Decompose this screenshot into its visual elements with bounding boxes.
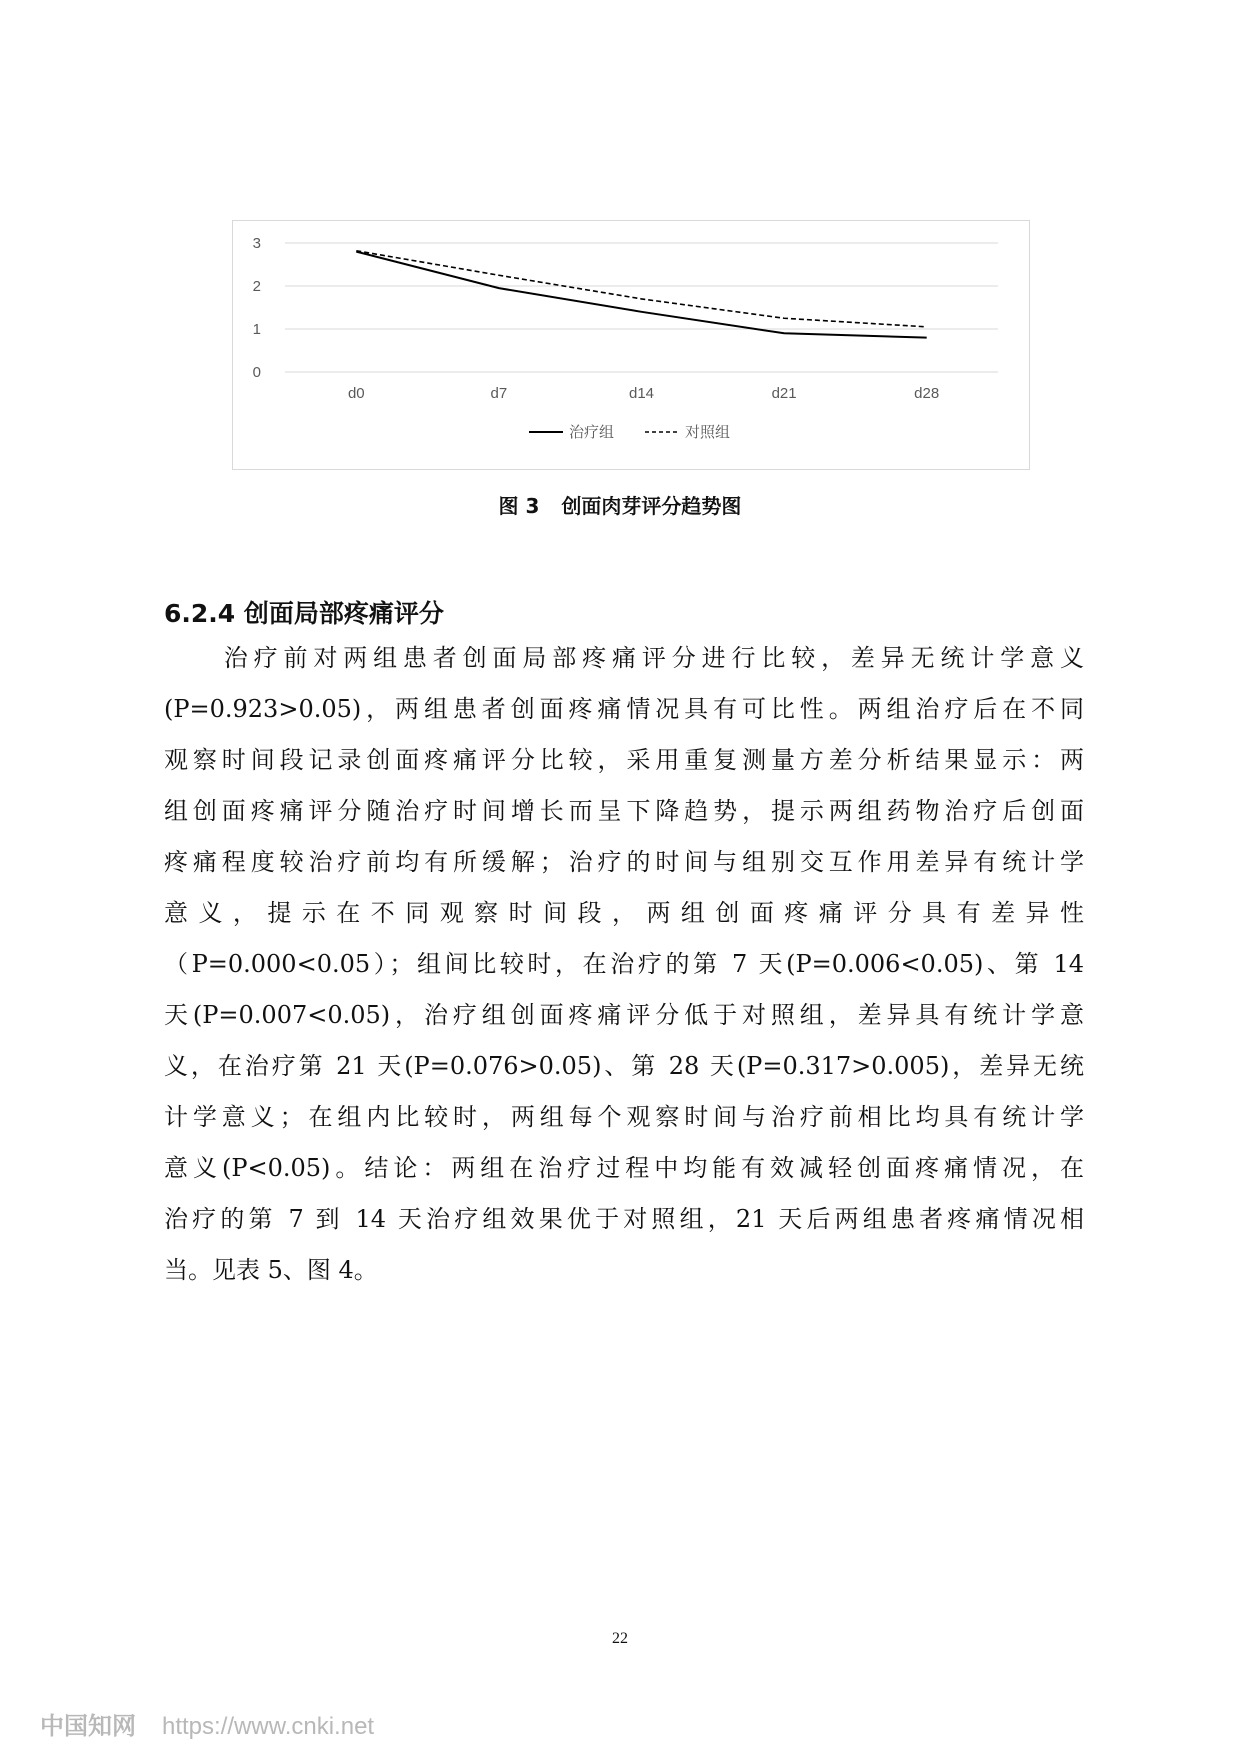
page-number: 22 (612, 1630, 628, 1647)
series-line (356, 252, 926, 338)
paragraph-line: （P=0.000<0.05）；组间比较时，在治疗的第 7 天(P=0.006<0.05)、第 14 (164, 950, 1084, 978)
paragraph-line: 观察时间段记录创面疼痛评分比较，采用重复测量方差分析结果显示：两 (164, 746, 1084, 774)
watermark-url: https://www.cnki.net (162, 1713, 375, 1740)
paragraph-line: (P=0.923>0.05)，两组患者创面疼痛情况具有可比性。两组治疗后在不同 (164, 695, 1084, 723)
y-tick-label: 2 (252, 278, 261, 295)
x-tick-label: d0 (347, 385, 365, 402)
line-chart (233, 221, 1031, 471)
x-tick-label: d28 (914, 385, 940, 402)
figure-title: 创面肉芽评分趋势图 (561, 494, 742, 518)
watermark-brand: 中国知网 (40, 1713, 136, 1740)
figure-number: 图 3 (498, 494, 540, 518)
paragraph-line: 组创面疼痛评分随治疗时间增长而呈下降趋势，提示两组药物治疗后创面 (164, 797, 1084, 825)
series-line (356, 251, 926, 327)
paragraph-line: 意义，提示在不同观察时间段，两组创面疼痛评分具有差异性 (164, 899, 1084, 927)
x-tick-label: d7 (490, 385, 508, 402)
paragraph-line: 疼痛程度较治疗前均有所缓解；治疗的时间与组别交互作用差异有统计学 (164, 848, 1084, 876)
paragraph-line: 治疗前对两组患者创面局部疼痛评分进行比较，差异无统计学意义 (164, 644, 1084, 672)
y-tick-label: 0 (252, 364, 261, 381)
x-tick-label: d14 (628, 385, 655, 402)
paragraph-line: 义，在治疗第 21 天(P=0.076>0.05)、第 28 天(P=0.317>0.005)，差异无统 (164, 1052, 1084, 1080)
chart-frame (232, 220, 1030, 470)
paragraph-line: 意义(P<0.05)。结论：两组在治疗过程中均能有效减轻创面疼痛情况，在 (164, 1154, 1084, 1182)
x-tick-label: d21 (771, 385, 797, 402)
watermark (40, 1706, 374, 1741)
section-heading: 6.2.4 创面局部疼痛评分 (164, 599, 444, 628)
y-tick-label: 3 (252, 235, 261, 252)
legend-label: 治疗组 (569, 423, 615, 441)
paragraph-line: 治疗的第 7 到 14 天治疗组效果优于对照组，21 天后两组患者疼痛情况相 (164, 1205, 1084, 1233)
paragraph-line: 天(P=0.007<0.05)，治疗组创面疼痛评分低于对照组，差异具有统计学意 (164, 1001, 1084, 1029)
paragraph-line: 计学意义；在组内比较时，两组每个观察时间与治疗前相比均具有统计学 (164, 1103, 1084, 1131)
figure-caption (0, 490, 1240, 519)
legend-label: 对照组 (685, 423, 731, 441)
y-tick-label: 1 (252, 321, 261, 338)
paragraph-line: 当。见表 5、图 4。 (164, 1256, 378, 1284)
